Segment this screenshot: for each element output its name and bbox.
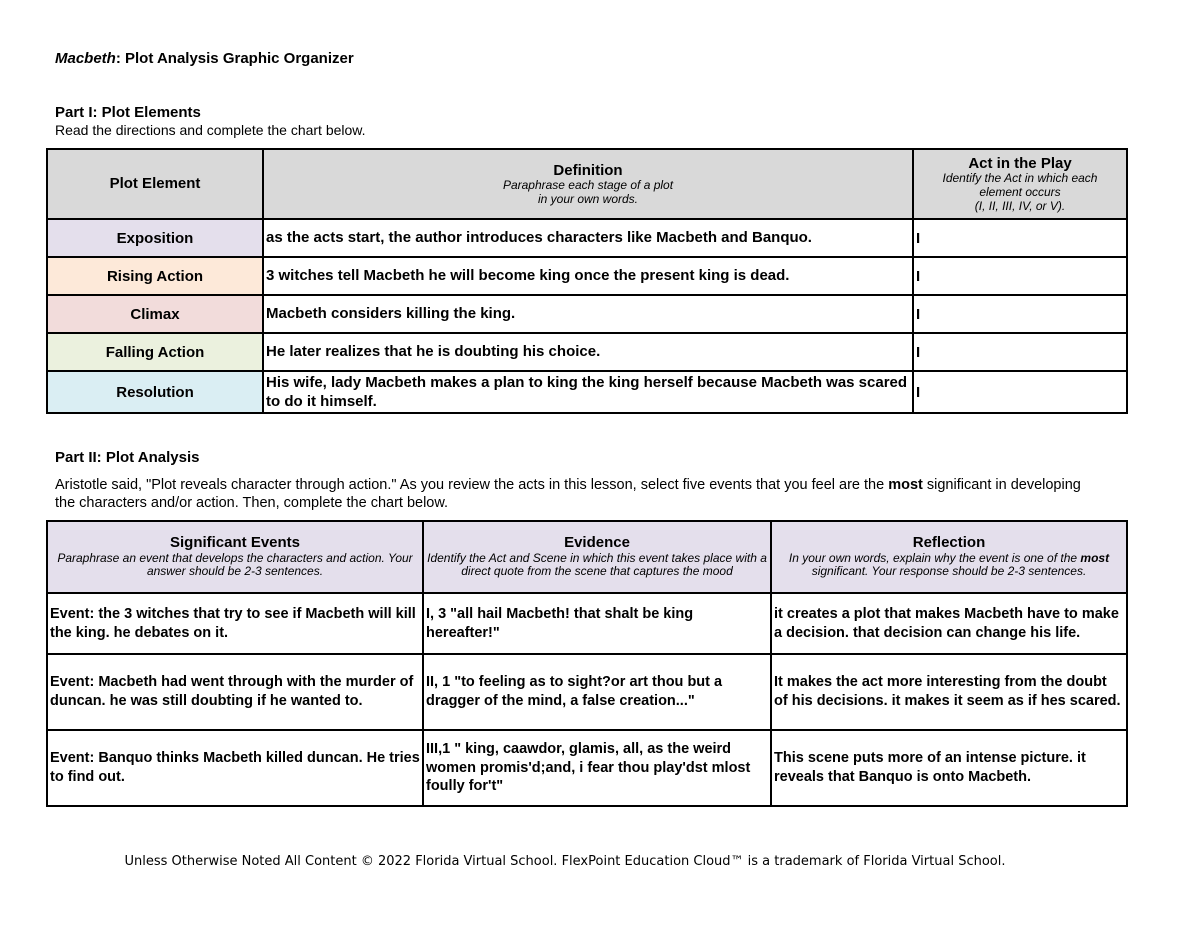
- plot-definition-field[interactable]: as the acts start, the author introduces characters like Macbeth and Banquo.: [263, 219, 913, 257]
- plot-definition-field[interactable]: Macbeth considers killing the king.: [263, 295, 913, 333]
- plot-row-exposition: [47, 219, 1127, 257]
- plot-elements-table: [46, 148, 1128, 414]
- analysis-table-header-row: [47, 521, 1127, 593]
- plot-table-header-row: [47, 149, 1127, 219]
- plot-element-label: Falling Action: [47, 333, 263, 371]
- plot-element-label: Climax: [47, 295, 263, 333]
- header-plot-element: Plot Element: [47, 149, 263, 219]
- analysis-row: [47, 593, 1127, 654]
- reflection-field[interactable]: It makes the act more interesting from the doubt of his decisions. it makes it seem as if hes scared.: [771, 654, 1127, 730]
- plot-element-label: Rising Action: [47, 257, 263, 295]
- plot-analysis-table: [46, 520, 1128, 807]
- title-rest: : Plot Analysis Graphic Organizer: [115, 50, 354, 67]
- plot-act-field[interactable]: I: [913, 219, 1127, 257]
- plot-act-field[interactable]: I: [913, 295, 1127, 333]
- part2-directions: Aristotle said, "Plot reveals character through action." As you review the acts in this lesson, select five events that you feel are the most significant in developing the characters and/or action. Then, complete the chart below.: [55, 477, 1081, 512]
- header-definition: Definition Paraphrase each stage of a plot in your own words.: [263, 149, 913, 219]
- part1-heading: Part I: Plot Elements: [55, 104, 201, 121]
- plot-definition-field[interactable]: He later realizes that he is doubting his choice.: [263, 333, 913, 371]
- plot-act-field[interactable]: I: [913, 333, 1127, 371]
- plot-definition-field[interactable]: 3 witches tell Macbeth he will become king once the present king is dead.: [263, 257, 913, 295]
- reflection-field[interactable]: it creates a plot that makes Macbeth have to make a decision. that decision can change his life.: [771, 593, 1127, 654]
- plot-element-label: Exposition: [47, 219, 263, 257]
- plot-act-field[interactable]: I: [913, 257, 1127, 295]
- plot-definition-field[interactable]: His wife, lady Macbeth makes a plan to king the king herself because Macbeth was scared to do it himself.: [263, 371, 913, 413]
- header-act-in-play: Act in the Play Identify the Act in which each element occurs (I, II, III, IV, or V).: [913, 149, 1127, 219]
- header-significant-events: Significant Events Paraphrase an event that develops the characters and action. Your answer should be 2-3 sentences.: [47, 521, 423, 593]
- event-field[interactable]: Event: Macbeth had went through with the murder of duncan. he was still doubting if he wanted to.: [47, 654, 423, 730]
- document-title: [55, 50, 354, 67]
- analysis-row: [47, 730, 1127, 806]
- evidence-field[interactable]: II, 1 "to feeling as to sight?or art thou but a dragger of the mind, a false creation...": [423, 654, 771, 730]
- plot-act-field[interactable]: I: [913, 371, 1127, 413]
- evidence-field[interactable]: III,1 " king, caawdor, glamis, all, as the weird women promis'd;and, i fear thou play'dst mlost foully for't": [423, 730, 771, 806]
- evidence-field[interactable]: I, 3 "all hail Macbeth! that shalt be king hereafter!": [423, 593, 771, 654]
- part1-directions: Read the directions and complete the chart below.: [55, 122, 366, 138]
- plot-element-label: Resolution: [47, 371, 263, 413]
- plot-row-falling-action: [47, 333, 1127, 371]
- copyright-footer: Unless Otherwise Noted All Content © 2022 Florida Virtual School. FlexPoint Education Cloud™ is a trademark of Florida Virtual School.: [124, 854, 1006, 869]
- reflection-field[interactable]: This scene puts more of an intense picture. it reveals that Banquo is onto Macbeth.: [771, 730, 1127, 806]
- analysis-row: [47, 654, 1127, 730]
- part2-heading: Part II: Plot Analysis: [55, 449, 200, 466]
- event-field[interactable]: Event: Banquo thinks Macbeth killed duncan. He tries to find out.: [47, 730, 423, 806]
- plot-row-resolution: [47, 371, 1127, 413]
- title-play-name: Macbeth: [55, 50, 116, 67]
- event-field[interactable]: Event: the 3 witches that try to see if Macbeth will kill the king. he debates on it.: [47, 593, 423, 654]
- header-reflection: Reflection In your own words, explain why the event is one of the most significant. Your response should be 2-3 sentences.: [771, 521, 1127, 593]
- header-evidence: Evidence Identify the Act and Scene in which this event takes place with a direct quote from the scene that captures the mood: [423, 521, 771, 593]
- plot-row-rising-action: [47, 257, 1127, 295]
- plot-row-climax: [47, 295, 1127, 333]
